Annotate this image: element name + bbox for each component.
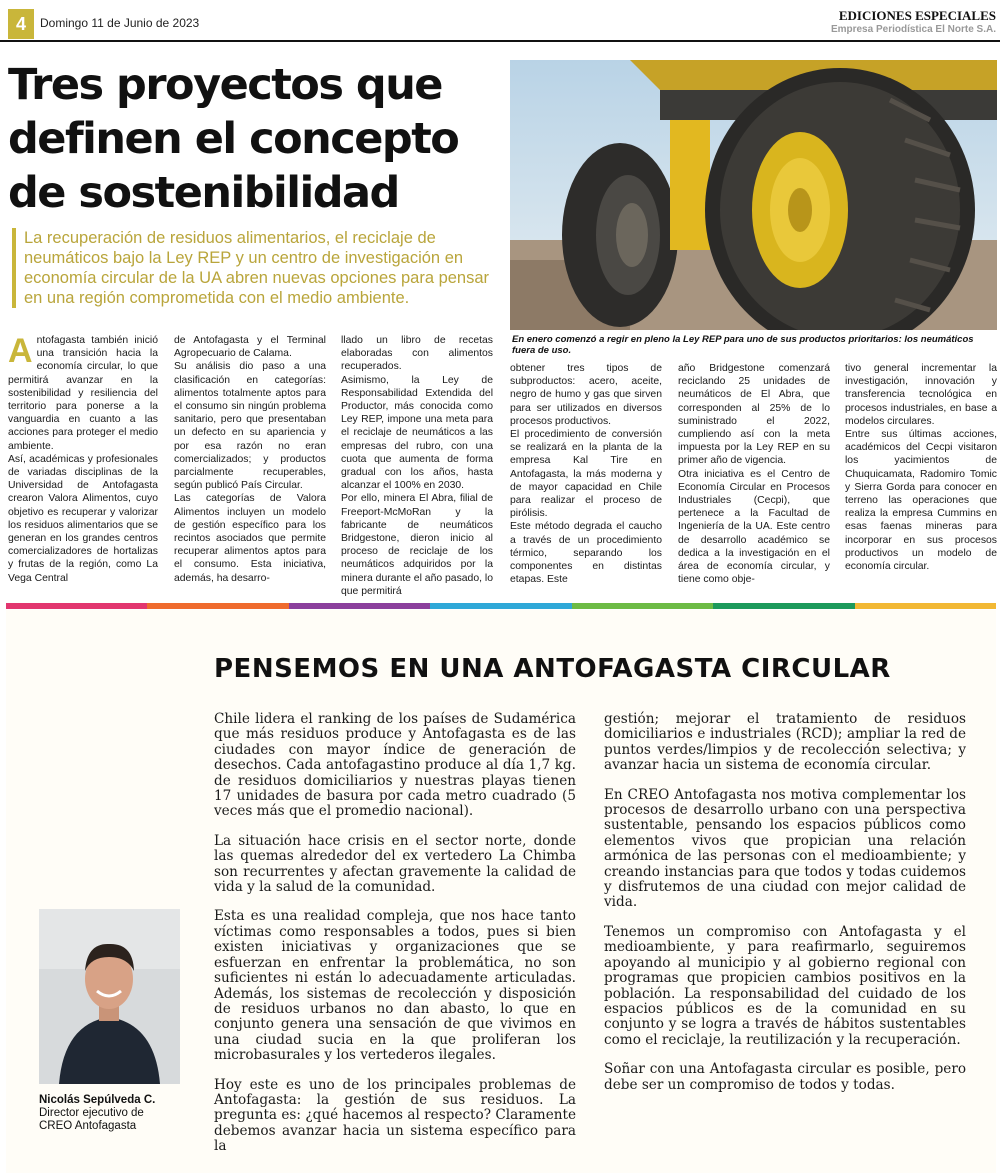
column-paragraph: obtener tres tipos de subproductos: acero, aceite, negro de humo y gas que sirven para ser utilizados en diversos procesos productivos. [510,363,662,427]
article-column-2 [174,334,326,585]
opinion-column-left [214,712,576,1169]
column-paragraph: tivo general incrementar la investigación, innovación y transferencia tecnológica en procesos industriales, en base a modelos circulares. [845,363,997,427]
color-segment [855,603,996,609]
color-segment [147,603,288,609]
color-segment [430,603,571,609]
opinion-title: PENSEMOS EN UNA ANTOFAGASTA CIRCULAR [214,654,891,684]
column-paragraph: Otra iniciativa es el Centro de Economía Circular en Procesos Industriales (Cecpi), que pertenece a la Facultad de Ingeniería de la UA. Este centro de desarrollo académico se dedica a la investigación en el área de economía circular, y tiene como obje- [678,468,830,586]
title-line-3: de sostenibilidad [8,168,399,218]
mining-truck-photo [510,60,997,330]
article-column-5 [678,362,830,586]
opinion-paragraph: Tenemos un compromiso con Antofagasta y el medioambiente, y para reafirmarlo, seguiremos apoyando al municipio y al gobierno regional con programas que propicien cambios positivos en la población. La responsabilidad del cuidado de los espacios públicos es de la comunidad en su conjunto y se logra a través de hábitos sustentables como el reciclaje, la reutilización y la recuperación. [604,923,966,1048]
author-organization: CREO Antofagasta [39,1120,137,1132]
column-paragraph: ntofagasta también inició una transición hacia la economía circular, lo que permitirá avanzar en la sostenibilidad y resiliencia del territorio para ponerse a la vanguardia en cuanto a las acciones para proteger el medio ambiente. [8,335,158,452]
color-segment [713,603,854,609]
article-column-1 [8,334,158,585]
color-segment [6,603,147,609]
opinion-paragraph: En CREO Antofagasta nos motiva complementar los procesos de desarrollo urbano con una perspectiva sustentable, pensando los espacios públicos como elementos vivos que propician una relación armónica de las personas con el medioambiente; y creando instancias para que todos y todas cuidemos y disfrutemos de una ciudad con mejor calidad de vida. [604,786,966,911]
author-role: Director ejecutivo de [39,1107,144,1119]
photo-caption: En enero comenzó a regir en pleno la Ley REP para uno de sus productos prioritarios: los neumáticos fuera de uso. [512,334,974,356]
color-segment [289,603,430,609]
column-paragraph: Las categorías de Valora Alimentos incluyen un modelo de gestión específico para los recintos asociados que permite recuperar alimentos aptos para el consumo. Esta iniciativa, además, ha desarro- [174,493,326,584]
author-name: Nicolás Sepúlveda C. [39,1094,156,1106]
author-photo [39,909,180,1084]
section-name: EDICIONES ESPECIALES [838,8,996,23]
column-paragraph: Por ello, minera El Abra, filial de Freeport-McMoRan y la fabricante de neumáticos Bridgestone, dieron inicio al proceso de reciclaje de los neumáticos adquiridos por la minera durante el año pasado, lo que permitirá [341,493,493,597]
title-line-2: definen el concepto [8,114,459,164]
column-paragraph: llado un libro de recetas elaboradas con alimentos recuperados. [341,335,493,373]
column-paragraph: Asimismo, la Ley de Responsabilidad Extendida del Productor, más conocida como Ley REP, impone una meta para el reciclaje de neumáticos a las empresas del rubro, con una cuota que aumenta de forma gradual con los años, hasta alcanzar el 100% en 2030. [341,374,493,492]
column-paragraph: de Antofagasta y el Terminal Agropecuario de Calama. [174,335,326,360]
article-column-3 [341,334,493,598]
title-line-1: Tres proyectos que [8,60,442,110]
column-paragraph: El procedimiento de conversión se realizará en la planta de la empresa Kal Tire en Antofagasta, la más moderna y de mayor capacidad en Chile para realizar el proceso de pirólisis. [510,429,662,520]
opinion-paragraph: La situación hace crisis en el sector norte, donde las quemas alrededor del ex vertedero La Chimba son recurrentes y afectan gravemente la calidad de vida y la salud de la comunidad. [214,832,576,896]
author-credit [39,1094,219,1133]
opinion-paragraph: Chile lidera el ranking de los países de Sudamérica que más residuos produce y Antofagasta es de las ciudades con mayor índice de generación de desechos. Cada antofagastino produce al día 1,7 kg. de residuos domiciliarios y nuestras playas tienen 17 unidades de basura por cada metro cuadrado (5 veces más que el promedio nacional). [214,711,576,820]
column-paragraph: Su análisis dio paso a una clasificación en categorías: alimentos totalmente aptos para el consumo sin ningún problema sanitario, pero que presentaban un defecto en su apariencia y por esa razón no eran comercializados; y productos parcialmente recuperables, según publicó País Circular. [174,361,326,492]
issue-date: Domingo 11 de Junio de 2023 [40,16,200,30]
opinion-paragraph: gestión; mejorar el tratamiento de residuos domiciliarios e industriales (RCD); ampliar la red de puntos verdes/limpios y de recolección selectiva; y avanzar hacia un sistema de economía circular. [604,711,966,774]
author-portrait-illustration [39,909,180,1084]
column-paragraph: Así, académicas y profesionales de variadas disciplinas de la Universidad de Antofagasta crearon Valora Alimentos, cuyo objetivo es recuperar y valorizar los residuos alimentarios que se generan en los grandes centros comercializadores de hortalizas y frutas de la región, como La Vega Central [8,453,158,584]
opinion-paragraph: Esta es una realidad compleja, que nos hace tanto víctimas como responsables a todos, pues si bien existen iniciativas y organizaciones que se esfuerzan en enfrentar la problemática, no son suficientes ni están lo adecuadamente articuladas. Además, los sistemas de recolección y disposición de residuos urbanos no dan abasto, lo que en conjunto genera una sensación de que vivimos en una ciudad sucia en la que proliferan los microbasurales y los vertederos ilegales. [214,908,576,1064]
drop-cap: A [8,332,33,370]
color-segment [572,603,713,609]
opinion-paragraph: Soñar con una Antofagasta circular es posible, pero debe ser un compromiso de todos y todas. [604,1061,966,1093]
column-paragraph: año Bridgestone comenzará reciclando 25 unidades de neumáticos de El Abra, que corresponden al 25% de lo suministrado el 2022, cumpliendo así con la meta impuesta por la Ley REP en su primer año de vigencia. [678,363,830,467]
article-lead: La recuperación de residuos alimentarios, el reciclaje de neumáticos bajo la Ley REP y un centro de investigación en economía circular de la UA abren nuevas opciones para pensar en una región comprometida con el medio ambiente. [12,228,504,308]
article-title [8,58,503,220]
publisher-name: Empresa Periodística El Norte S.A. [830,24,996,35]
color-divider-bar [6,603,996,609]
header-rule [0,40,1000,42]
column-paragraph: Entre sus últimas acciones, académicos del Cecpi visitaron los yacimientos de Chuquicamata, Radomiro Tomic y Sierra Gorda para conocer en terreno las operaciones que realiza la empresa Cummins en esas faenas mineras para incorporar en sus procesos productivos un modelo de economía circular. [845,429,997,573]
article-column-6 [845,362,997,573]
opinion-column-right [604,712,966,1107]
mining-truck-illustration [510,60,997,330]
article-column-4 [510,362,662,586]
column-paragraph: Este método degrada el caucho a través de un procedimiento térmico, separando los componentes en distintas etapas. Este [510,521,662,586]
page-number: 4 [8,9,34,39]
opinion-paragraph: Hoy este es uno de los principales problemas de Antofagasta: la gestión de sus residuos. La pregunta es: ¿qué hacemos al respecto? Claramente debemos avanzar hacia un sistema específico para la [214,1076,576,1155]
